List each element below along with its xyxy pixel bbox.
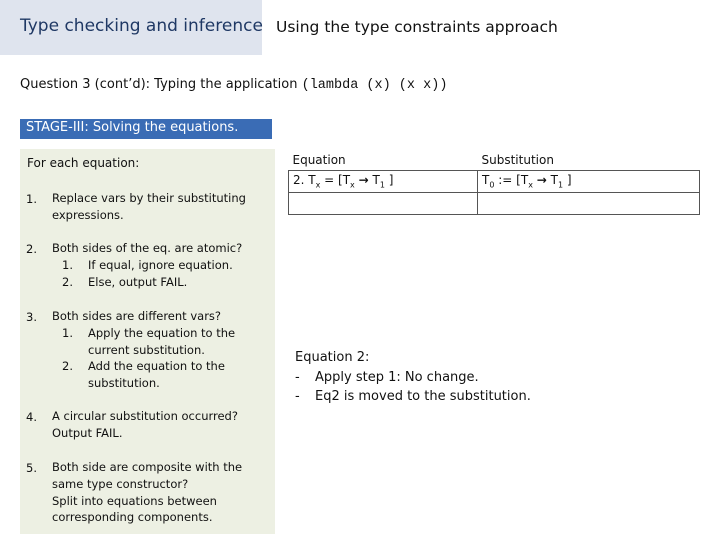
- step-main-text: Replace vars by their substituting expressions.: [52, 191, 246, 222]
- equation-note: [295, 348, 531, 407]
- subst-subscript: 1: [557, 180, 564, 190]
- eq-subscript: x: [350, 180, 355, 190]
- note-dash: -: [295, 389, 300, 404]
- step-number: 2.: [26, 242, 37, 256]
- step-sub-number: 2.: [62, 359, 73, 374]
- step-sub-item: [52, 274, 262, 291]
- table-header-row: [289, 149, 700, 171]
- stage-text: Solving the equations.: [92, 120, 239, 135]
- substitution-cell: [478, 171, 700, 193]
- subst-text: := [T: [494, 173, 529, 188]
- subst-text: ]: [563, 173, 572, 188]
- equation-cell: [289, 171, 478, 193]
- step-sub-text: If equal, ignore equation.: [88, 257, 233, 272]
- eq-text: ]: [384, 173, 394, 188]
- eq-text: T: [368, 173, 380, 188]
- step-sub-text: Add the equation to the substitution.: [88, 359, 225, 391]
- step-main-text: A circular substitution occurred?: [52, 409, 238, 423]
- subst-subscript: x: [528, 180, 533, 190]
- note-dash: -: [295, 369, 300, 385]
- step-sub-number: 2.: [62, 274, 73, 289]
- step-extra-text: Output FAIL.: [52, 425, 123, 440]
- step-text: [52, 408, 262, 442]
- column-header-equation: Equation: [289, 149, 478, 171]
- eq-subscript: 1: [379, 180, 385, 190]
- step-extra-text: Split into equations between corresponding components.: [52, 493, 217, 525]
- step-text: [52, 240, 262, 290]
- question-line: [20, 77, 447, 93]
- note-line: [295, 387, 531, 407]
- step-sub-number: 1.: [62, 257, 73, 272]
- step-main-text: Both sides of the eq. are atomic?: [52, 241, 243, 255]
- step-text: [52, 459, 262, 526]
- step-number: 1.: [26, 192, 37, 206]
- note-line-text: Apply step 1: No change.: [315, 369, 479, 385]
- step-sub-item: [52, 358, 262, 392]
- note-line-text: Eq2 is moved to the substitution.: [315, 389, 531, 404]
- eq-text: 2. T: [293, 173, 316, 188]
- stage-label: STAGE-III:: [26, 120, 89, 135]
- step-sub-text: Else, output FAIL.: [88, 274, 188, 289]
- step-number: 5.: [26, 461, 37, 475]
- equation-table: [288, 149, 700, 215]
- step-number: 3.: [26, 310, 37, 324]
- substitution-cell-empty: [478, 193, 700, 215]
- question-prefix: Question 3 (cont’d):: [20, 77, 151, 92]
- subst-text: T: [546, 173, 558, 188]
- question-text: Typing the application: [154, 77, 298, 92]
- step-sub-text: Apply the equation to the current substitution.: [88, 325, 236, 357]
- eq-text: = [T: [320, 173, 351, 188]
- column-header-substitution: Substitution: [478, 149, 700, 171]
- eq-subscript: x: [315, 180, 321, 190]
- step-main-text: Both sides are different vars?: [52, 309, 222, 323]
- equation-cell-empty: [289, 193, 478, 215]
- stage-banner: [20, 119, 272, 139]
- step-number: 4.: [26, 410, 37, 424]
- slide-title: Type checking and inference: [20, 16, 263, 36]
- note-line: [295, 368, 531, 388]
- step-sub-item: [52, 325, 262, 359]
- subst-text: T: [482, 173, 490, 188]
- table-row: [289, 193, 700, 215]
- step-sub-item: [52, 257, 262, 274]
- steps-heading: For each equation:: [27, 156, 140, 170]
- question-code: (lambda (x) (x x)): [301, 78, 448, 93]
- step-main-text: Both side are composite with the same type constructor?: [52, 460, 243, 491]
- step-text: [52, 190, 262, 224]
- arrow-icon: →: [358, 173, 369, 188]
- step-text: [52, 308, 262, 392]
- arrow-icon: →: [536, 173, 547, 188]
- table-row: [289, 171, 700, 193]
- step-sub-number: 1.: [62, 325, 73, 340]
- note-title: Equation 2:: [295, 350, 370, 365]
- slide-subtitle: Using the type constraints approach: [276, 18, 558, 36]
- subst-subscript: 0: [489, 180, 495, 190]
